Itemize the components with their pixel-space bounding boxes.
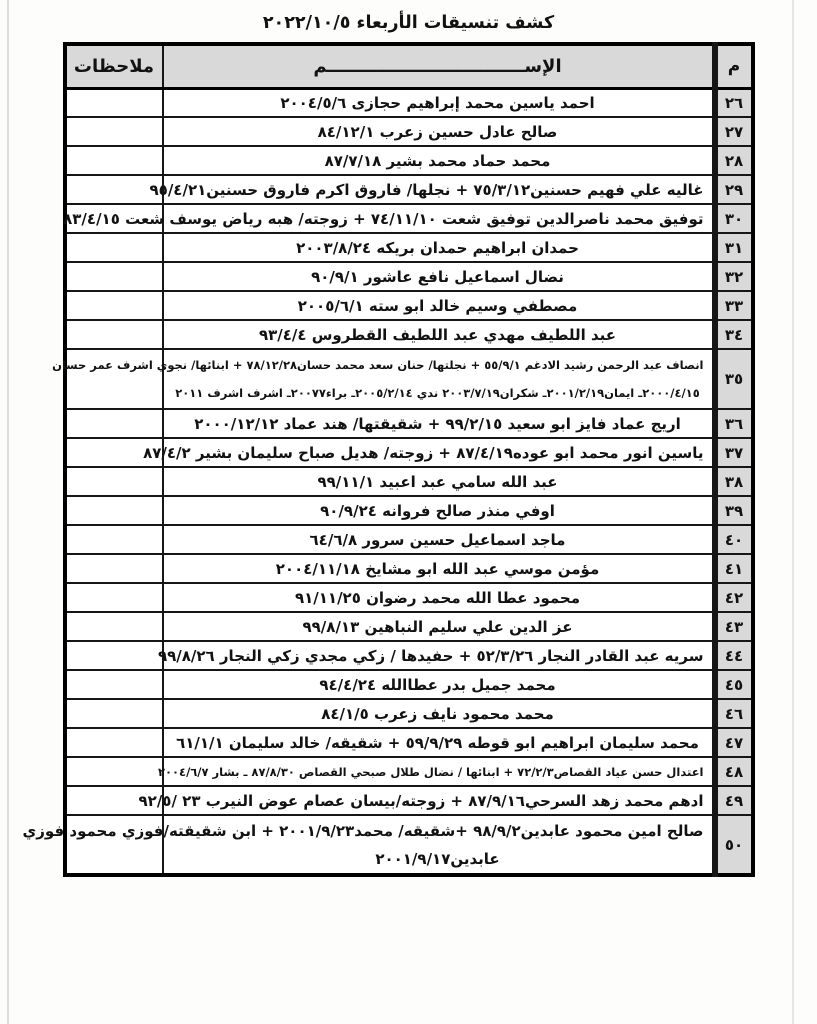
row-number-cell: ٣٧ xyxy=(715,438,753,467)
row-number-cell: ٤٢ xyxy=(715,583,753,612)
name-line: ٢٠٠٠/٤/١٥ـ ايمان٢٠٠١/٢/١٩ـ شكران٢٠٠٣/٧/١٩ ندي ٢٠٠٥/٢/١٤ـ براء٢٠٠٧٧ـ اشرف اشرف ٢٠١١ xyxy=(175,386,700,400)
row-number-cell: ٢٧ xyxy=(715,117,753,146)
row-number-cell: ٣٠ xyxy=(715,204,753,233)
table-row xyxy=(65,88,753,117)
name-cell xyxy=(163,117,715,146)
row-number-cell: ٤١ xyxy=(715,554,753,583)
table-row xyxy=(65,467,753,496)
name-line: سريه عبد القادر النجار ٥٢/٣/٢٦ + حفيدها / زكي مجدي زكي النجار ٩٩/٨/٢٦ xyxy=(157,646,704,665)
row-number-cell: ٣١ xyxy=(715,233,753,262)
name-cell xyxy=(163,728,715,757)
scan-edge-left xyxy=(7,0,9,1024)
notes-cell xyxy=(65,525,163,554)
table-row xyxy=(65,117,753,146)
table-row xyxy=(65,438,753,467)
name-line: محمد جميل بدر عطاالله ٩٤/٤/٢٤ xyxy=(319,675,556,694)
name-cell xyxy=(163,583,715,612)
table-row xyxy=(65,612,753,641)
row-number-cell: ٣٣ xyxy=(715,291,753,320)
table-row xyxy=(65,262,753,291)
name-line: انصاف عبد الرحمن رشيد الادغم ٥٥/٩/١ + نجلتها/ حنان سعد محمد حسان٧٨/١٢/٢٨ + ابنائها/ نجوي اشرف عمر حسان xyxy=(52,358,704,372)
name-cell xyxy=(163,496,715,525)
name-cell xyxy=(163,467,715,496)
name-line: اعتدال حسن عياد القصاص٧٢/٢/٣ + ابنائها / نضال طلال صبحي القصاص ٨٧/٨/٣٠ ـ بشار ٢٠٠٤/٦/٧ xyxy=(158,764,704,779)
row-number-cell: ٣٢ xyxy=(715,262,753,291)
row-number-cell: ٢٩ xyxy=(715,175,753,204)
table-body xyxy=(22,88,753,875)
name-cell xyxy=(163,88,715,117)
name-line: اريج عماد فايز ابو سعيد ٩٩/٢/١٥ + شقيقتها/ هند عماد ٢٠٠٠/١٢/١٢ xyxy=(194,414,681,433)
table-row xyxy=(65,554,753,583)
name-cell xyxy=(163,409,715,438)
name-line: صالح عادل حسين زعرب ٨٤/١٢/١ xyxy=(317,122,558,141)
header-num: م xyxy=(715,44,753,88)
name-line: عابدين٢٠٠١/٩/١٧ xyxy=(375,849,500,868)
row-number-cell: ٤٧ xyxy=(715,728,753,757)
name-line: مؤمن موسي عبد الله ابو مشايخ ٢٠٠٤/١١/١٨ xyxy=(275,559,600,578)
name-line: نضال اسماعيل نافع عاشور ٩٠/٩/١ xyxy=(311,267,564,286)
row-number-cell: ٤٤ xyxy=(715,641,753,670)
table-row xyxy=(65,525,753,554)
table-row xyxy=(65,815,753,875)
name-cell xyxy=(163,146,715,175)
name-line: محمود عطا الله محمد رضوان ٩١/١١/٢٥ xyxy=(294,588,581,607)
table-row xyxy=(65,291,753,320)
row-number-cell: ٤٦ xyxy=(715,699,753,728)
row-number-cell: ٤٣ xyxy=(715,612,753,641)
name-line: عز الدين علي سليم النباهين ٩٩/٨/١٣ xyxy=(302,617,573,636)
notes-cell xyxy=(65,496,163,525)
notes-cell xyxy=(65,88,163,117)
name-cell xyxy=(163,670,715,699)
table-row xyxy=(65,204,753,233)
name-cell xyxy=(52,349,715,409)
name-cell xyxy=(22,815,715,875)
row-number-cell: ٣٤ xyxy=(715,320,753,349)
scan-edge-right xyxy=(792,0,794,1024)
notes-cell xyxy=(65,699,163,728)
name-line: ادهم محمد زهد السرحي٨٧/٩/١٦ + زوجته/بيسان عصام عوض النيرب ٢٣ /٩٢/٥ xyxy=(138,791,704,810)
name-cell xyxy=(138,786,715,815)
header-row xyxy=(65,44,753,88)
name-cell xyxy=(143,438,715,467)
row-number-cell: ٢٨ xyxy=(715,146,753,175)
row-number-cell: ٤٩ xyxy=(715,786,753,815)
notes-cell xyxy=(65,641,163,670)
name-cell xyxy=(157,641,715,670)
row-number-cell: ٢٦ xyxy=(715,88,753,117)
name-line: عبد الله سامي عبد اعبيد ٩٩/١١/١ xyxy=(317,472,558,491)
name-line: عبد اللطيف مهدي عبد اللطيف القطروس ٩٣/٤/٤ xyxy=(258,325,617,344)
roster-table xyxy=(22,42,755,877)
name-line: محمد محمود نايف زعرب ٨٤/١/٥ xyxy=(321,704,554,723)
name-line: اوفي منذر صالح فروانه ٩٠/٩/٢٤ xyxy=(320,501,555,520)
name-cell xyxy=(163,262,715,291)
name-line: مصطفي وسيم خالد ابو سته ٢٠٠٥/٦/١ xyxy=(297,296,578,315)
row-number-cell: ٣٩ xyxy=(715,496,753,525)
name-line: غاليه علي فهيم حسنين٧٥/٣/١٢ + نجلها/ فاروق اكرم فاروق حسنين٩٥/٤/٢١ xyxy=(149,180,704,199)
table-row xyxy=(65,728,753,757)
table-row xyxy=(65,786,753,815)
name-line: ماجد اسماعيل حسين سرور ٦٤/٦/٨ xyxy=(309,530,566,549)
table-row xyxy=(65,641,753,670)
notes-cell xyxy=(65,728,163,757)
notes-cell xyxy=(65,291,163,320)
row-number-cell: ٤٠ xyxy=(715,525,753,554)
page-title: كشف تنسيقات الأربعاء ٢٠٢٢/١٠/٥ xyxy=(262,13,555,33)
notes-cell xyxy=(65,117,163,146)
name-cell xyxy=(163,291,715,320)
notes-cell xyxy=(65,262,163,291)
notes-cell xyxy=(65,583,163,612)
table-row xyxy=(65,233,753,262)
notes-cell xyxy=(65,612,163,641)
row-number-cell: ٤٥ xyxy=(715,670,753,699)
table-row xyxy=(65,496,753,525)
name-cell xyxy=(163,699,715,728)
notes-cell xyxy=(65,757,163,786)
notes-cell xyxy=(65,146,163,175)
name-line: حمدان ابراهيم حمدان بريكه ٢٠٠٣/٨/٢٤ xyxy=(296,238,579,257)
name-line: محمد سليمان ابراهيم ابو قوطه ٥٩/٩/٢٩ + شقيقه/ خالد سليمان ٦١/١/١ xyxy=(176,733,699,752)
name-line: توفيق محمد ناصرالدين توفيق شعت ٧٤/١١/١٠ + زوجته/ هبه رياض يوسف شعت ٨٣/٤/١٥ xyxy=(63,209,704,228)
table-row xyxy=(65,757,753,786)
name-cell xyxy=(163,554,715,583)
table-row xyxy=(65,670,753,699)
header-name: الإســــــــــــــــــــــــــــــــم xyxy=(163,44,715,88)
name-cell xyxy=(163,320,715,349)
notes-cell xyxy=(65,409,163,438)
name-line: ياسين انور محمد ابو عوده٨٧/٤/١٩ + زوجته/ هديل صباح سليمان بشير ٨٧/٤/٢ xyxy=(143,443,704,462)
name-cell xyxy=(163,612,715,641)
row-number-cell: ٤٨ xyxy=(715,757,753,786)
notes-cell xyxy=(65,670,163,699)
table-row xyxy=(65,320,753,349)
table-row xyxy=(65,349,753,409)
row-number-cell: ٣٦ xyxy=(715,409,753,438)
row-number-cell: ٣٥ xyxy=(715,349,753,409)
notes-cell xyxy=(65,320,163,349)
name-line: محمد حماد محمد بشير ٨٧/٧/١٨ xyxy=(324,151,551,170)
notes-cell xyxy=(65,175,163,204)
notes-cell xyxy=(65,554,163,583)
name-line: احمد ياسين محمد إبراهيم حجازى ٢٠٠٤/٥/٦ xyxy=(280,93,595,112)
table-row xyxy=(65,409,753,438)
name-line: صالح امين محمود عابدين٩٨/٩/٢ +شقيقه/ محمد٢٠٠١/٩/٢٣ + ابن شقيقته/فوزي محمود فوزي xyxy=(22,821,704,840)
name-cell xyxy=(63,204,715,233)
table-row xyxy=(65,583,753,612)
name-cell xyxy=(163,233,715,262)
table-row xyxy=(65,699,753,728)
table-row xyxy=(65,146,753,175)
table-row xyxy=(65,175,753,204)
row-number-cell: ٥٠ xyxy=(715,815,753,875)
notes-cell xyxy=(65,233,163,262)
header-notes: ملاحظات xyxy=(65,44,163,88)
notes-cell xyxy=(65,467,163,496)
name-cell xyxy=(149,175,715,204)
name-cell xyxy=(158,757,715,786)
name-cell xyxy=(163,525,715,554)
row-number-cell: ٣٨ xyxy=(715,467,753,496)
